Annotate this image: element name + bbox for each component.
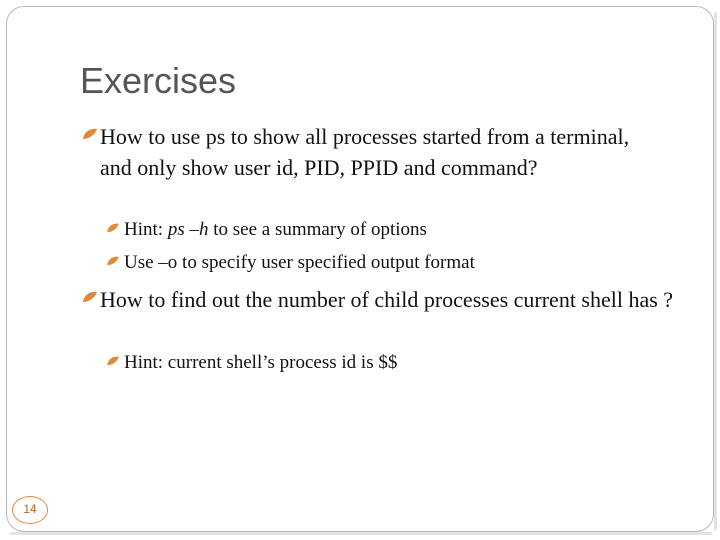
- slide-number: 14: [12, 496, 48, 524]
- petal-bullet-icon: [104, 218, 124, 242]
- slide-title: Exercises: [80, 60, 237, 101]
- bullet-2-text: How to find out the number of child processes current shell has ?: [100, 287, 674, 312]
- petal-bullet-icon: [104, 251, 124, 275]
- frame-shadow-right: [714, 12, 717, 530]
- sub-bullet-1-2-text: Use –o to specify user specified output format: [124, 252, 475, 273]
- sub-bullet-2-1: [104, 351, 664, 375]
- sub-bullet-1-2: [104, 251, 664, 275]
- hint-suffix: to see a summary of options: [208, 219, 427, 240]
- ps-help-command: ps –h: [167, 219, 209, 240]
- petal-bullet-icon: [80, 121, 100, 152]
- bullet-1: [80, 121, 660, 183]
- sub-bullet-1-1-text: [104, 218, 664, 242]
- frame-shadow-bottom: [10, 532, 712, 535]
- bullet-1-text: How to use ps to show all processes started from a terminal, and only show user id, PID, PPID and command?: [100, 124, 630, 180]
- sub-bullet-1-1: [104, 218, 664, 242]
- petal-bullet-icon: [80, 284, 100, 315]
- petal-bullet-icon: [104, 351, 124, 375]
- bullet-2: [80, 284, 680, 315]
- sub-bullet-2-1-text: Hint: current shell’s process id is $$: [124, 352, 398, 373]
- hint-prefix: Hint:: [124, 219, 168, 240]
